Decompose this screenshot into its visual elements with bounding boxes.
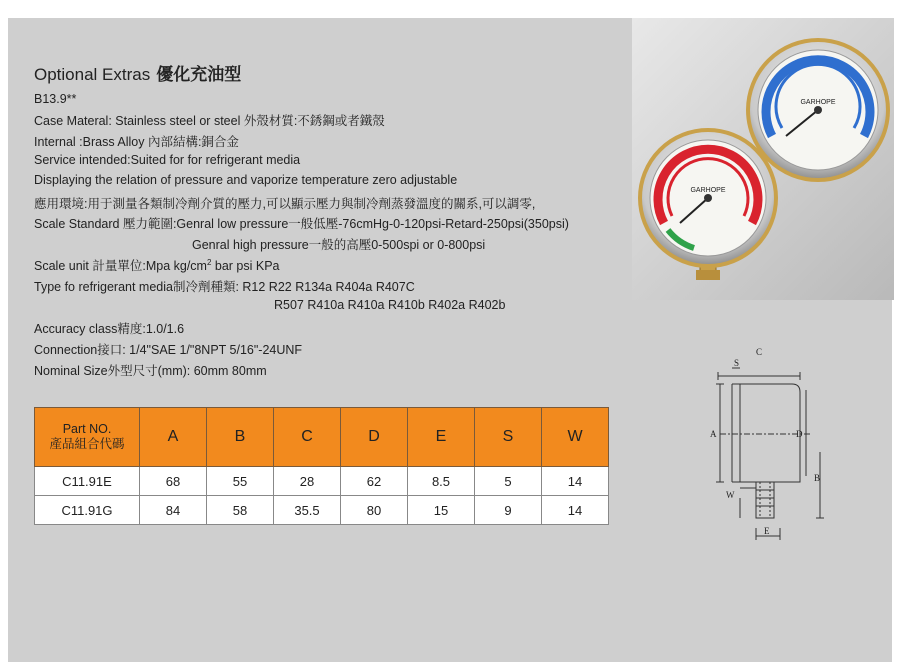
dim-label-s: S: [734, 358, 740, 368]
table-cell: 14: [542, 496, 609, 525]
part-number-header-zh: 產品組合代碼: [49, 437, 125, 451]
connection: Connection接口: 1/4"SAE 1/"8NPT 5/16"-24UNF: [34, 343, 303, 357]
nominal-size: Nominal Size外型尺寸(mm): 60mm 80mm: [34, 364, 267, 378]
part-number-header: [35, 408, 140, 467]
spec-table: [34, 407, 609, 525]
column-header: B: [207, 408, 274, 467]
dim-label-b: B: [814, 473, 821, 483]
column-header: D: [341, 408, 408, 467]
dim-label-w: W: [726, 490, 735, 500]
accuracy-class: Accuracy class精度:1.0/1.6: [34, 322, 185, 336]
red-gauge-brand: GARHOPE: [690, 187, 726, 194]
service-intended: Service intended:Suited for for refrigerant media: [34, 153, 301, 167]
scale-unit-text: Scale unit 計量單位:Mpa kg/cm: [34, 259, 207, 273]
model-number: B13.9**: [34, 92, 77, 106]
scale-unit-text-rest: bar psi KPa: [211, 259, 280, 273]
table-cell: 84: [140, 496, 207, 525]
column-header: C: [274, 408, 341, 467]
blue-gauge: [748, 40, 888, 180]
table-cell: 5: [475, 467, 542, 496]
table-header-row: [35, 408, 609, 467]
usage-description: 應用環境:用于測量各類制冷劑介質的壓力,可以顯示壓力與制冷劑蒸發溫度的關系,可以調零,: [34, 197, 536, 211]
column-header: A: [140, 408, 207, 467]
table-cell: 68: [140, 467, 207, 496]
table-cell: 15: [408, 496, 475, 525]
dimension-diagram: [700, 340, 840, 550]
dim-label-a: A: [710, 429, 717, 439]
scale-unit: [34, 256, 280, 274]
column-header: E: [408, 408, 475, 467]
red-gauge: [640, 130, 776, 280]
blue-gauge-brand: GARHOPE: [800, 99, 836, 106]
table-cell: 62: [341, 467, 408, 496]
table-cell: 8.5: [408, 467, 475, 496]
case-material: Case Materal: Stainless steel or steel 外殼材質:不銹鋼或者鐵殼: [34, 114, 385, 128]
table-cell: 58: [207, 496, 274, 525]
table-cell-part: C11.91E: [35, 467, 140, 496]
table-row: [35, 496, 609, 525]
part-number-header-en: Part NO.: [62, 422, 112, 436]
table-cell: 55: [207, 467, 274, 496]
title-zh: 優化充油型: [156, 65, 242, 85]
page-title: [34, 60, 241, 85]
table-cell-part: C11.91G: [35, 496, 140, 525]
refrigerant-types-continued: R507 R410a R410a R410b R402a R402b: [274, 298, 506, 312]
scale-high-pressure: Genral high pressure一般的高壓0-500spi or 0-800psi: [192, 238, 486, 252]
dim-label-c: C: [756, 347, 763, 357]
scale-unit-superscript: 2: [206, 257, 212, 267]
column-header: W: [542, 408, 609, 467]
table-cell: 14: [542, 467, 609, 496]
table-cell: 28: [274, 467, 341, 496]
table-cell: 80: [341, 496, 408, 525]
dim-label-d: D: [796, 429, 803, 439]
table-row: [35, 467, 609, 496]
table-cell: 9: [475, 496, 542, 525]
table-cell: 35.5: [274, 496, 341, 525]
refrigerant-types: Type fo refrigerant media制冷劑種類: R12 R22 R134a R404a R407C: [34, 280, 415, 294]
column-header: S: [475, 408, 542, 467]
display-description: Displaying the relation of pressure and vaporize temperature zero adjustable: [34, 173, 458, 187]
internal-material: Internal :Brass Alloy 內部結構:銅合金: [34, 135, 239, 149]
dimension-drawing: [700, 340, 840, 550]
dim-label-e: E: [764, 526, 770, 536]
scale-standard: Scale Standard 壓力範圍:Genral low pressure一般低壓-76cmHg-0-120psi-Retard-250psi(350psi): [34, 217, 569, 231]
gauge-photo-illustration: [632, 18, 894, 300]
title-en: Optional Extras: [34, 65, 151, 84]
product-photo: [632, 18, 894, 300]
